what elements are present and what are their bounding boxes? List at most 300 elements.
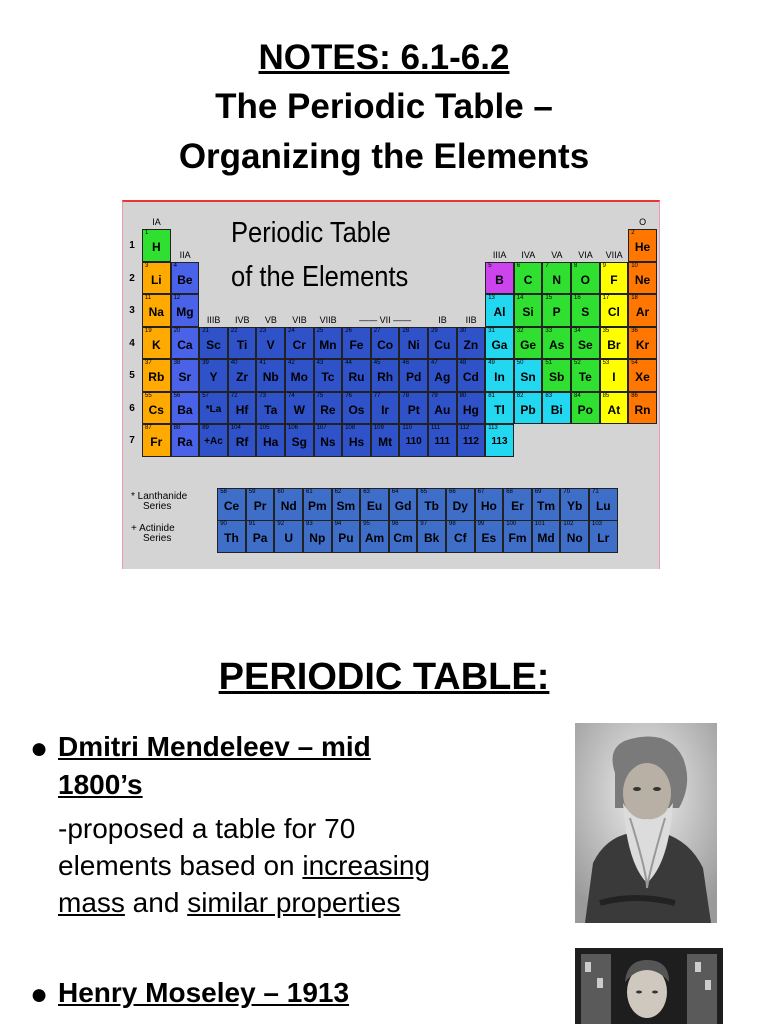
series-label: Series: [143, 533, 172, 544]
atomic-number: 95: [363, 521, 370, 527]
period-label: 6: [129, 402, 135, 414]
series-label: Series: [143, 501, 172, 512]
text-plain: elements based on: [58, 850, 303, 881]
element-cell: [342, 392, 371, 425]
atomic-number: 24: [288, 327, 295, 334]
atomic-number: 70: [563, 489, 571, 495]
element-symbol: 113: [491, 436, 508, 447]
element-symbol: Fe: [349, 337, 364, 352]
element-symbol: Gd: [394, 499, 412, 513]
atomic-number: 83: [545, 392, 553, 399]
element-cell: [532, 488, 561, 521]
atomic-number: 108: [345, 425, 356, 431]
atomic-number: 33: [545, 327, 553, 334]
element-symbol: Hs: [348, 435, 365, 449]
element-cell: [571, 294, 600, 327]
element-cell: [171, 262, 200, 295]
element-symbol: Er: [511, 499, 524, 513]
atomic-number: 4: [173, 262, 177, 269]
element-cell: [485, 392, 514, 425]
element-symbol: Es: [481, 531, 497, 545]
element-symbol: Rh: [377, 370, 394, 384]
atomic-number: 100: [506, 521, 517, 527]
element-symbol: +Ac: [204, 436, 223, 447]
element-symbol: Rf: [235, 435, 249, 449]
element-symbol: Ru: [348, 370, 365, 384]
element-symbol: Re: [320, 402, 336, 417]
atomic-number: 29: [431, 327, 438, 334]
mendeleev-heading-1: Dmitri Mendeleev – mid: [58, 731, 371, 762]
text-underlined-mass: mass: [58, 887, 125, 918]
atomic-number: 55: [145, 392, 152, 399]
atomic-number: 43: [316, 360, 324, 366]
element-symbol: Ho: [480, 499, 497, 513]
atomic-number: 3: [145, 262, 149, 269]
atomic-number: 45: [373, 360, 381, 366]
atomic-number: 47: [431, 360, 438, 366]
element-symbol: 112: [462, 436, 479, 447]
element-symbol: Tb: [424, 499, 440, 513]
element-symbol: Pt: [407, 402, 420, 417]
element-symbol: Fr: [150, 435, 163, 449]
text-underlined-properties: similar properties: [187, 887, 401, 918]
element-cell: [475, 488, 504, 521]
element-cell: [285, 359, 314, 392]
portrait-image: [575, 948, 723, 1024]
element-cell: [274, 520, 303, 553]
element-symbol: H: [151, 240, 161, 254]
element-symbol: Zr: [236, 370, 249, 384]
atomic-number: 89: [202, 425, 209, 431]
element-cell: [532, 520, 561, 553]
atomic-number: 106: [288, 425, 299, 431]
atomic-number: 13: [488, 295, 495, 301]
element-symbol: Kr: [635, 337, 650, 352]
element-cell: [485, 327, 514, 360]
group-label: VA: [551, 249, 563, 260]
element-cell: [371, 359, 400, 392]
element-symbol: Ra: [177, 435, 193, 449]
element-cell: [485, 359, 514, 392]
atomic-number: 38: [173, 360, 181, 366]
period-label: 3: [129, 305, 135, 316]
element-cell: [600, 294, 629, 327]
element-cell: [600, 359, 629, 392]
element-cell: [228, 392, 257, 425]
element-symbol: At: [607, 402, 621, 417]
atomic-number: 104: [230, 425, 241, 431]
element-symbol: B: [495, 272, 504, 287]
element-cell: [199, 359, 228, 392]
atomic-number: 53: [602, 360, 610, 366]
atomic-number: 71: [592, 489, 599, 495]
atomic-number: 98: [449, 521, 456, 527]
element-cell: [314, 392, 343, 425]
atomic-number: 91: [248, 521, 256, 527]
element-cell: [542, 359, 571, 392]
atomic-number: 77: [373, 392, 381, 399]
element-symbol: Bi: [550, 402, 563, 417]
element-symbol: Pb: [520, 402, 536, 417]
element-cell: [199, 424, 228, 457]
element-cell: [628, 327, 657, 360]
element-cell: [332, 520, 361, 553]
atomic-number: 97: [420, 521, 428, 527]
atomic-number: 49: [488, 360, 495, 366]
element-cell: [571, 262, 600, 295]
element-symbol: Nb: [262, 370, 279, 384]
bullet-marker: ●: [30, 978, 49, 1011]
element-symbol: Sc: [206, 337, 221, 352]
atomic-number: 93: [306, 521, 313, 527]
atomic-number: 75: [316, 392, 324, 399]
element-cell: [428, 359, 457, 392]
atomic-number: 42: [288, 360, 295, 366]
element-symbol: Nd: [280, 499, 297, 513]
atomic-number: 58: [220, 489, 227, 495]
element-symbol: Cu: [434, 337, 451, 352]
atomic-number: 66: [449, 489, 456, 495]
element-cell: [142, 327, 171, 360]
element-cell: [399, 327, 428, 360]
element-symbol: Po: [577, 402, 593, 417]
atomic-number: 63: [363, 489, 370, 495]
element-cell: [457, 424, 486, 457]
element-symbol: Cf: [453, 531, 467, 545]
atomic-number: 14: [516, 295, 524, 301]
atomic-number: 79: [431, 392, 438, 399]
element-symbol: Ti: [236, 337, 248, 352]
atomic-number: 11: [145, 295, 152, 301]
group-label: VIIB: [319, 314, 337, 325]
element-cell: [428, 327, 457, 360]
element-symbol: Ba: [177, 402, 193, 417]
element-symbol: Am: [364, 531, 385, 545]
group-label: IIB: [465, 314, 477, 325]
element-symbol: Pr: [253, 499, 267, 513]
element-cell: [542, 262, 571, 295]
element-symbol: Sn: [520, 370, 536, 384]
element-cell: [142, 294, 171, 327]
atomic-number: 15: [545, 295, 553, 301]
element-cell: [628, 359, 657, 392]
element-cell: [142, 359, 171, 392]
group-label: IVA: [521, 249, 536, 260]
element-symbol: Sg: [291, 435, 307, 449]
element-cell: [589, 488, 618, 521]
element-cell: [256, 327, 285, 360]
element-symbol: Mo: [290, 370, 308, 384]
element-cell: [600, 392, 629, 425]
atomic-number: 26: [345, 327, 352, 334]
element-cell: [514, 262, 543, 295]
atomic-number: 12: [173, 295, 181, 301]
element-symbol: 110: [405, 436, 422, 447]
element-cell: [199, 327, 228, 360]
group-label: —— VII ——: [359, 314, 412, 325]
element-cell: [628, 392, 657, 425]
element-symbol: O: [580, 272, 590, 287]
moseley-photo: [575, 948, 723, 1024]
element-cell: [399, 359, 428, 392]
element-cell: [514, 392, 543, 425]
mendeleev-text-3: [58, 885, 400, 921]
element-cell: [360, 520, 389, 553]
element-cell: [314, 359, 343, 392]
element-symbol: Lu: [595, 499, 611, 513]
atomic-number: 112: [459, 425, 470, 431]
atomic-number: 2: [631, 230, 635, 236]
element-symbol: Ce: [223, 499, 240, 513]
element-symbol: Os: [348, 402, 365, 417]
element-cell: [274, 488, 303, 521]
atomic-number: 109: [373, 425, 384, 431]
group-label: VIB: [292, 314, 307, 325]
element-cell: [457, 359, 486, 392]
section-heading: PERIODIC TABLE:: [218, 656, 550, 698]
element-symbol: Tm: [537, 499, 556, 513]
atomic-number: 84: [574, 392, 581, 399]
atomic-number: 87: [145, 425, 152, 431]
periodic-table-title-1: Periodic Table: [231, 217, 391, 249]
atomic-number: 107: [316, 425, 327, 431]
element-symbol: Ni: [407, 337, 420, 352]
atomic-number: 56: [173, 392, 181, 399]
atomic-number: 22: [230, 327, 238, 334]
element-symbol: Se: [577, 337, 593, 352]
atomic-number: 28: [402, 327, 410, 334]
atomic-number: 40: [230, 360, 238, 366]
group-label: IA: [152, 217, 161, 227]
group-label: IIIA: [492, 249, 507, 260]
element-symbol: P: [552, 305, 561, 319]
element-symbol: Sb: [549, 370, 565, 384]
element-symbol: Na: [148, 305, 164, 319]
atomic-number: 18: [631, 295, 638, 301]
element-symbol: K: [151, 337, 161, 352]
element-symbol: Mg: [176, 305, 194, 319]
element-symbol: Ta: [264, 402, 278, 417]
element-cell: [285, 424, 314, 457]
atomic-number: 68: [506, 489, 513, 495]
element-cell: [228, 424, 257, 457]
element-cell: [589, 520, 618, 553]
lanthanide-label: * Lanthanide: [131, 491, 188, 502]
element-cell: [171, 424, 200, 457]
element-cell: [303, 520, 332, 553]
atomic-number: 9: [602, 262, 606, 269]
element-cell: [142, 229, 171, 262]
element-symbol: He: [634, 240, 651, 254]
element-symbol: Cl: [607, 305, 620, 319]
element-symbol: Te: [578, 370, 592, 384]
atomic-number: 20: [173, 327, 181, 334]
atomic-number: 34: [574, 327, 581, 334]
element-symbol: Zn: [463, 337, 479, 352]
group-label: VIA: [578, 249, 593, 260]
group-label: IVB: [235, 314, 250, 325]
element-symbol: W: [293, 402, 305, 417]
mendeleev-text-2: [58, 848, 430, 884]
element-cell: [503, 520, 532, 553]
title-line-3: Organizing the Elements: [178, 137, 590, 176]
atomic-number: 61: [306, 489, 313, 495]
element-symbol: Bk: [424, 531, 440, 545]
element-cell: [485, 424, 514, 457]
element-cell: [428, 392, 457, 425]
atomic-number: 92: [277, 521, 285, 527]
element-symbol: Pd: [406, 370, 422, 384]
element-symbol: Fm: [508, 531, 527, 545]
group-label: VIIA: [605, 249, 623, 260]
element-cell: [314, 424, 343, 457]
atomic-number: 10: [631, 262, 638, 269]
mendeleev-photo: [575, 723, 717, 923]
element-symbol: Eu: [366, 499, 383, 513]
element-symbol: Ne: [634, 272, 651, 287]
element-cell: [457, 392, 486, 425]
atomic-number: 73: [259, 392, 267, 399]
element-cell: [542, 327, 571, 360]
text-underlined-increasing: increasing: [302, 850, 431, 881]
atomic-number: 46: [402, 360, 410, 366]
element-symbol: Th: [224, 531, 239, 545]
atomic-number: 101: [534, 521, 545, 527]
element-symbol: Al: [493, 305, 506, 319]
title-line-2: The Periodic Table –: [215, 87, 553, 126]
bullet-marker: ●: [30, 732, 49, 765]
element-cell: [446, 488, 475, 521]
element-cell: [142, 392, 171, 425]
element-symbol: Cs: [148, 402, 164, 417]
element-symbol: N: [552, 272, 562, 287]
element-symbol: Ns: [320, 435, 336, 449]
atomic-number: 90: [220, 521, 227, 527]
element-cell: [417, 488, 446, 521]
element-symbol: U: [284, 531, 294, 545]
element-symbol: Co: [377, 337, 394, 352]
atomic-number: 50: [516, 360, 524, 366]
group-label: IB: [438, 314, 447, 325]
atomic-number: 65: [420, 489, 428, 495]
element-cell: [342, 359, 371, 392]
group-label: IIA: [179, 249, 191, 260]
atomic-number: 17: [602, 295, 610, 301]
element-cell: [228, 359, 257, 392]
element-cell: [217, 520, 246, 553]
element-symbol: Hf: [235, 402, 249, 417]
element-cell: [399, 392, 428, 425]
atomic-number: 39: [202, 360, 209, 366]
element-cell: [514, 327, 543, 360]
mendeleev-heading-2: 1800’s: [58, 769, 143, 800]
element-symbol: Ar: [635, 305, 650, 319]
actinide-label: + Actinide: [131, 523, 175, 534]
element-cell: [246, 520, 275, 553]
element-symbol: Si: [522, 305, 534, 319]
atomic-number: 37: [145, 360, 152, 366]
element-cell: [475, 520, 504, 553]
element-cell: [285, 327, 314, 360]
atomic-number: 41: [259, 360, 267, 366]
element-cell: [457, 327, 486, 360]
atomic-number: 5: [488, 262, 492, 269]
element-cell: [628, 229, 657, 262]
group-label: IIIB: [206, 314, 221, 325]
atomic-number: 8: [574, 262, 578, 269]
element-cell: [314, 327, 343, 360]
group-label: O: [639, 217, 647, 227]
element-symbol: 111: [434, 436, 451, 447]
element-symbol: Ha: [263, 435, 279, 449]
element-cell: [446, 520, 475, 553]
atomic-number: 6: [516, 262, 521, 269]
atomic-number: 103: [592, 521, 603, 527]
atomic-number: 67: [477, 489, 485, 495]
element-cell: [256, 359, 285, 392]
atomic-number: 74: [288, 392, 295, 399]
element-symbol: No: [566, 531, 583, 545]
element-cell: [571, 359, 600, 392]
element-symbol: Au: [434, 402, 451, 417]
element-symbol: Ge: [520, 337, 537, 352]
element-cell: [600, 262, 629, 295]
element-cell: [542, 294, 571, 327]
element-cell: [600, 327, 629, 360]
element-cell: [360, 488, 389, 521]
group-label: VB: [264, 314, 277, 325]
atomic-number: 48: [459, 360, 467, 366]
atomic-number: 111: [431, 425, 441, 431]
atomic-number: 62: [334, 489, 342, 495]
atomic-number: 60: [277, 489, 285, 495]
atomic-number: 31: [488, 327, 495, 334]
element-cell: [303, 488, 332, 521]
element-cell: [485, 262, 514, 295]
element-symbol: Pu: [338, 531, 354, 545]
atomic-number: 94: [334, 521, 342, 527]
notes-title: NOTES: 6.1-6.2: [258, 38, 510, 77]
element-symbol: Pm: [307, 499, 327, 513]
element-symbol: S: [581, 305, 590, 319]
element-symbol: Mn: [319, 337, 337, 352]
element-symbol: Be: [177, 272, 193, 287]
atomic-number: 59: [248, 489, 256, 495]
period-label: 7: [129, 435, 135, 446]
atomic-number: 32: [516, 327, 524, 334]
element-cell: [399, 424, 428, 457]
atomic-number: 64: [391, 489, 399, 495]
element-symbol: Ir: [381, 402, 390, 417]
element-cell: [246, 488, 275, 521]
element-symbol: As: [549, 337, 565, 352]
element-symbol: C: [523, 272, 533, 287]
element-cell: [256, 392, 285, 425]
element-cell: [342, 424, 371, 457]
atomic-number: 85: [602, 392, 610, 399]
element-symbol: Xe: [635, 370, 650, 384]
element-cell: [285, 392, 314, 425]
atomic-number: 44: [345, 360, 352, 366]
atomic-number: 16: [574, 295, 581, 301]
element-cell: [171, 359, 200, 392]
mendeleev-text-1: -proposed a table for 70: [58, 813, 356, 844]
periodic-table-image: [122, 200, 660, 569]
element-symbol: Mt: [378, 435, 393, 449]
element-cell: [560, 520, 589, 553]
element-cell: [332, 488, 361, 521]
atomic-number: 96: [391, 521, 399, 527]
